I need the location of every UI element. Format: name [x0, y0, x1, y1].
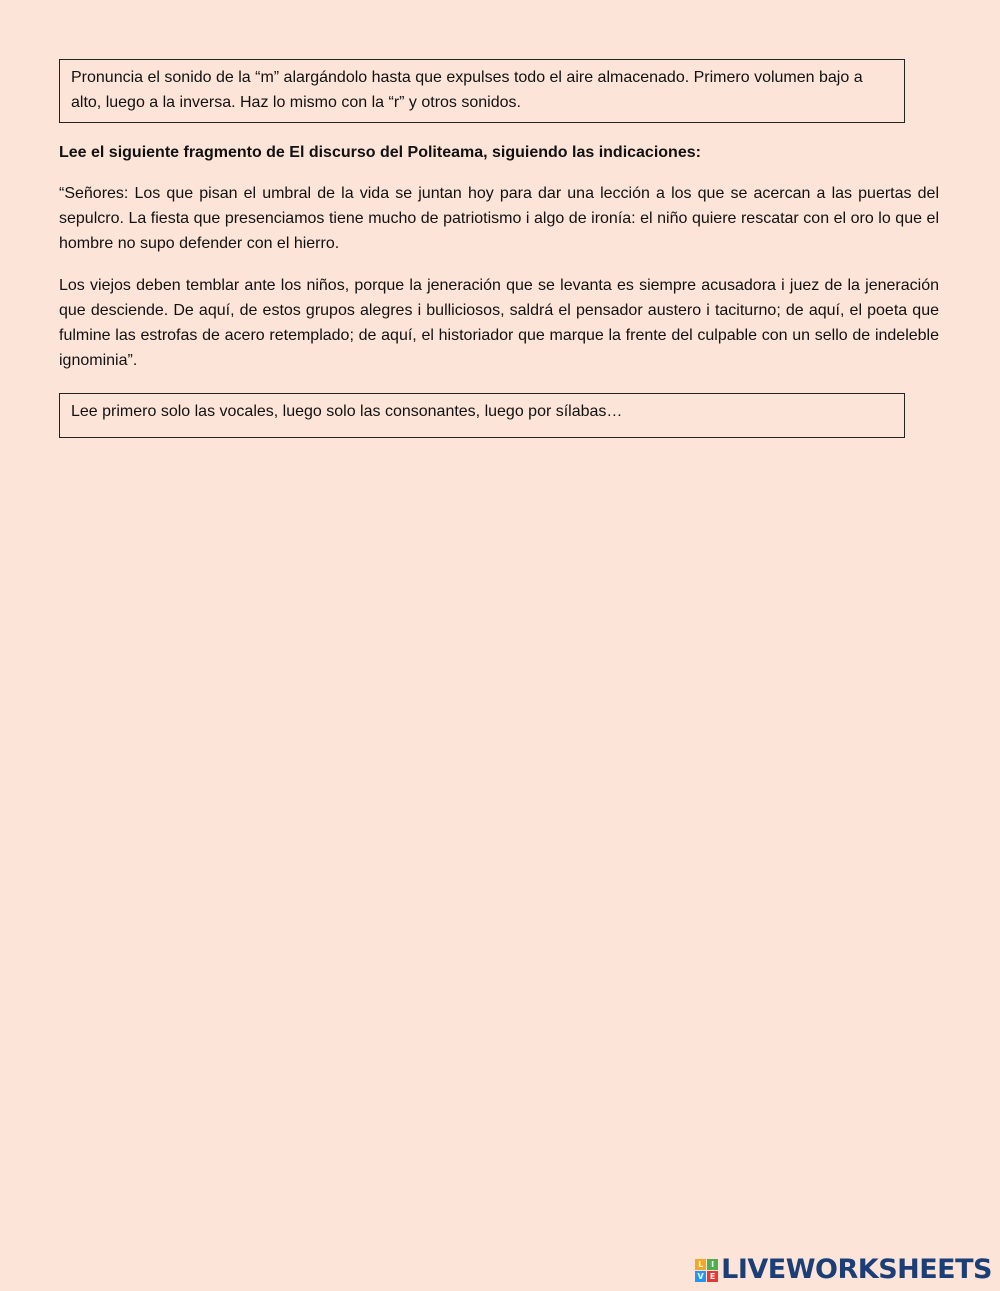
logo-letter-e: E	[707, 1271, 718, 1282]
instruction-text: Pronuncia el sonido de la “m” alargándolo hasta que expulses todo el aire almacenado. Primero volumen bajo a alto, luego a la inversa. Haz lo mismo con la “r” y otros sonidos.	[71, 69, 863, 111]
instruction-box-reading-exercise	[59, 393, 905, 438]
logo-letter-v: V	[695, 1271, 706, 1282]
liveworksheets-logo	[695, 1255, 992, 1285]
speech-paragraph-2: Los viejos deben temblar ante los niños, porque la jeneración que se levanta es siempre acusadora i juez de la jeneración que desciende. De aquí, de estos grupos alegres i bulliciosos, saldrá el pensador austero i taciturno; de aquí, el poeta que fulmine las estrofas de acero retemplado; de aquí, el historiador que marque la frente del culpable con un sello de indeleble ignominia”.	[59, 277, 939, 369]
section-heading: Lee el siguiente fragmento de El discurso del Politeama, siguiendo las indicaciones:	[59, 144, 701, 161]
instruction-box-sound-exercise	[59, 59, 905, 123]
logo-letter-l: L	[695, 1259, 706, 1270]
logo-mark-icon	[695, 1259, 718, 1282]
logo-wordmark: LIVEWORKSHEETS	[721, 1254, 992, 1285]
logo-letter-i: I	[707, 1259, 718, 1270]
instruction-text: Lee primero solo las vocales, luego solo las consonantes, luego por sílabas…	[71, 403, 623, 420]
speech-paragraph-1: “Señores: Los que pisan el umbral de la vida se juntan hoy para dar una lección a los que se acercan a las puertas del sepulcro. La fiesta que presenciamos tiene mucho de patriotismo i algo de ironía: el niño quiere rescatar con el oro lo que el hombre no supo defender con el hierro.	[59, 185, 939, 252]
